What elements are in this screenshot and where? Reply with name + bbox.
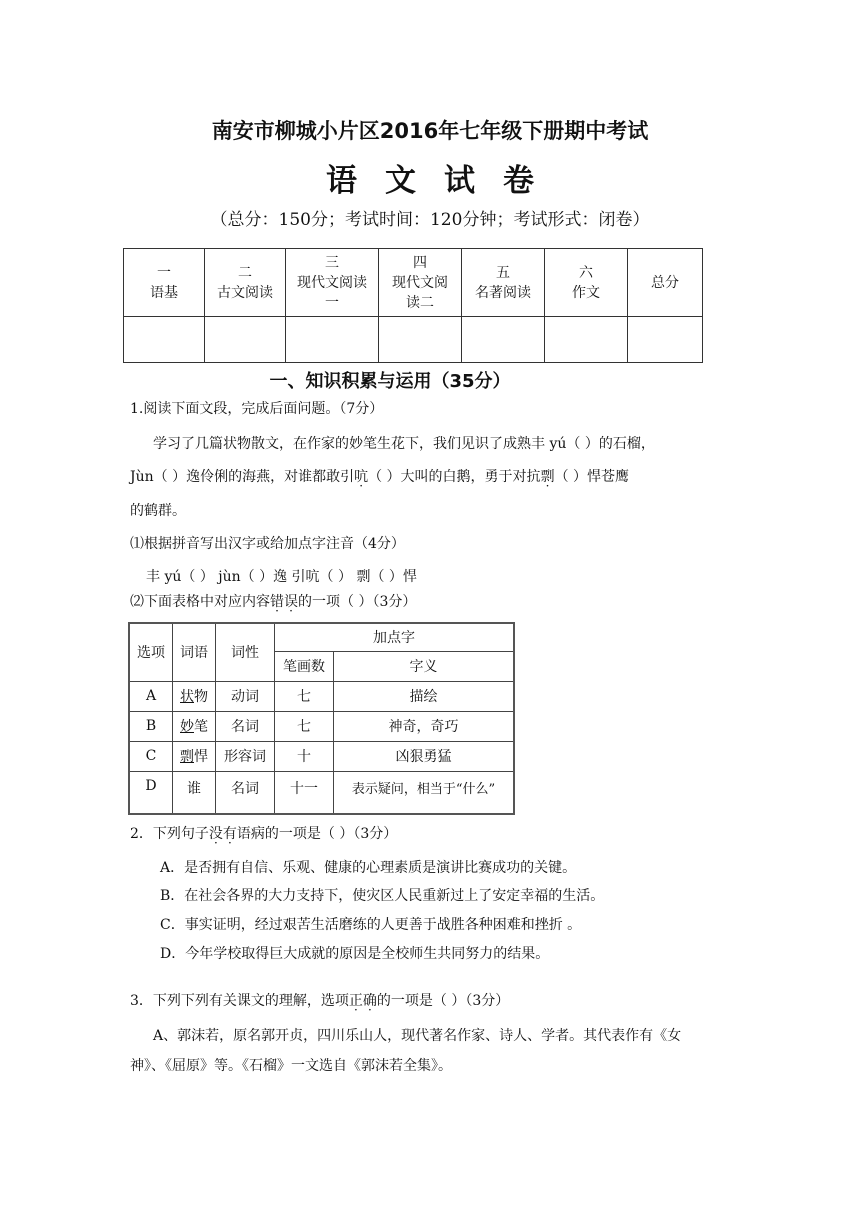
score-header-4: 四 现代文阅 读二: [379, 249, 462, 317]
emphasis-char: 正: [348, 993, 363, 1009]
emphasis-char: 吭: [354, 469, 369, 485]
q1-stem: 1.阅读下面文段，完成后面问题。（7分）: [130, 401, 384, 417]
q1-sub2: ⑵下面表格中对应内容错误的一项（ ）（3分）: [130, 594, 417, 610]
emphasis-char: 没: [208, 826, 223, 842]
table-row: D 谁 名词 十一 表示疑问，相当于“什么”: [129, 771, 514, 814]
q2-option-d: D．今年学校取得巨大成就的原因是全校师生共同努力的结果。: [160, 946, 550, 962]
q2-stem: 2．下列句子没有语病的一项是（ ）（3分）: [130, 826, 398, 842]
score-cell[interactable]: [205, 317, 286, 363]
q3-option-a-line2: 神》、《屈原》等。《石榴》一文选自《郭沫若全集》。: [130, 1058, 452, 1074]
paper-title: 语文试卷: [326, 163, 562, 199]
exam-title: 南安市柳城小片区2016年七年级下册期中考试: [211, 119, 649, 143]
score-cell[interactable]: [124, 317, 205, 363]
table-row: B 妙笔 名词 七 神奇，奇巧: [129, 711, 514, 741]
q2-option-b: B．在社会各界的大力支持下，使灾区人民重新过上了安定幸福的生活。: [160, 888, 605, 904]
score-header-total: 总分: [628, 249, 703, 317]
col-header-strokes: 笔画数: [275, 651, 334, 681]
score-header-1: 一 语基: [124, 249, 205, 317]
option-table: [128, 622, 515, 815]
col-header-word: 词语: [173, 623, 216, 681]
q2-option-a: A．是否拥有自信、乐观、健康的心理素质是演讲比赛成功的关键。: [160, 860, 577, 876]
q1-passage-line2: Jùn（ ）逸伶俐的海燕，对谁都敢引吭（ ）大叫的白鹅，勇于对抗剽（ ）悍苍鹰: [130, 469, 630, 485]
q1-passage-line3: 的鹤群。: [130, 503, 186, 519]
col-header-dotted-char: 加点字: [275, 623, 515, 651]
score-header-3: 三 现代文阅读 一: [286, 249, 379, 317]
table-row: C 剽悍 形容词 十 凶狠勇猛: [129, 741, 514, 771]
q1-passage-line1: 学习了几篇状物散文，在作家的妙笔生花下，我们见识了成熟丰 yú（ ）的石榴，: [153, 436, 655, 452]
section-heading: 一、知识积累与运用（35分）: [269, 371, 511, 392]
score-header-2: 二 古文阅读: [205, 249, 286, 317]
score-header-5: 五 名著阅读: [462, 249, 545, 317]
col-header-pos: 词性: [216, 623, 275, 681]
score-cell[interactable]: [462, 317, 545, 363]
q1-sub1: ⑴根据拼音写出汉字或给加点字注音（4分）: [130, 536, 405, 552]
emphasis-char: 剽: [540, 469, 555, 485]
q3-stem: 3．下列下列有关课文的理解，选项正确的一项是（ ）（3分）: [130, 993, 510, 1009]
table-row: A 状物 动词 七 描绘: [129, 681, 514, 711]
score-table: [123, 248, 703, 363]
score-cell[interactable]: [545, 317, 628, 363]
exam-info: （总分：150分；考试时间：120分钟；考试形式：闭卷）: [210, 210, 650, 230]
score-cell[interactable]: [286, 317, 379, 363]
q3-option-a-line1: A、郭沫若，原名郭开贞，四川乐山人，现代著名作家、诗人、学者。其代表作有《女: [153, 1028, 682, 1044]
score-header-6: 六 作文: [545, 249, 628, 317]
col-header-meaning: 字义: [334, 651, 515, 681]
q1-sub1-answer: 丰 yú（ ） jùn（ ）逸 引吭（ ） 剽（ ）悍: [146, 569, 417, 585]
score-cell[interactable]: [628, 317, 703, 363]
emphasis-char: 确: [362, 993, 377, 1009]
score-cell[interactable]: [379, 317, 462, 363]
emphasis-char: 有: [222, 826, 237, 842]
col-header-option: 选项: [129, 623, 173, 681]
emphasis-char: 误: [284, 594, 298, 610]
emphasis-char: 错: [270, 594, 284, 610]
q2-option-c: C．事实证明，经过艰苦生活磨练的人更善于战胜各种困难和挫折 。: [160, 917, 582, 933]
